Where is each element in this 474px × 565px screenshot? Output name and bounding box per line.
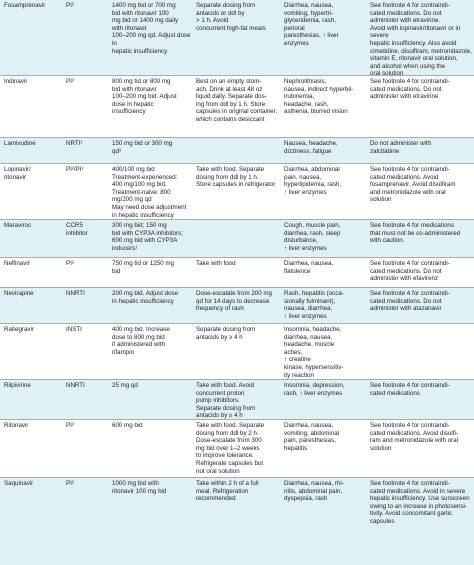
- food-admin-cell: Take with food. Avoid concurrent proton pump inhibitors. Separate dosing from antacids by ≥ 4 h: [196, 382, 256, 420]
- adverse-effects-cell: Insomnia, headache, diarrhea, nausea, headache, muscle aches, ↑ creatine kinase, hypersensitiv- ity reaction: [284, 326, 344, 379]
- drug-class-cell: NRTI¹: [66, 140, 83, 147]
- drug-name-cell: Lamivudine: [4, 140, 36, 147]
- dosage-cell: 800 mg tid or 800 mg bid with ritonavir 100–200 mg bid. Adjust dose in hepatic insufficiency: [112, 78, 177, 116]
- adverse-effects-cell: Nephrolithiasis, nausea, indirect hyperbil- irubinemia, headache, rash, asthenia, blurred vision: [284, 78, 354, 116]
- dosage-cell: 600 mg bid: [112, 422, 143, 429]
- food-admin-cell: Separate dosing from antacids or ddl by > 1 h. Avoid concurrent high-fat meals: [196, 2, 266, 32]
- drug-name-cell: Nevirapine: [4, 290, 34, 297]
- adverse-effects-cell: Cough, muscle pain, diarrhea, rash, sleep disturbance, ↑ liver enzymes: [284, 222, 341, 252]
- table-row: [0, 420, 474, 478]
- drug-class-cell: INSTI: [66, 326, 82, 333]
- adverse-effects-cell: Diarrhea, nausea, rhi- nitis, abdominal pain, dyspepsia, rash: [284, 480, 344, 503]
- dosage-cell: 400/100 mg bid Treatment-experienced: 400 mg/100 mg bid. Treatment-naive: 800 mg/200 mg qd May need dose adjustment in hepatic insufficiency: [112, 166, 187, 219]
- food-admin-cell: Best on an empty stom- ach. Drink at least 48 oz liquid daily. Separate dos- ing from ddl by 1 h. Store capsules in original container, which contains desiccant: [196, 78, 278, 123]
- drug-class-cell: PI²: [66, 422, 74, 429]
- food-admin-cell: Take with food: [196, 260, 236, 267]
- dosage-cell: 200 mg bid. Adjust dose in hepatic insufficiency: [112, 290, 179, 305]
- dosage-cell: 150 mg bid or 300 mg qd³: [112, 140, 173, 155]
- drug-class-cell: PI²: [66, 480, 74, 487]
- adverse-effects-cell: Diarrhea, nausea, flatulence: [284, 260, 334, 275]
- food-admin-cell: Separate dosing from antacids by ≥ 4 h: [196, 326, 256, 341]
- dosage-cell: 750 mg tid or 1250 mg bid: [112, 260, 174, 275]
- adverse-effects-cell: Insomnia, depression, rash, ↑ liver enzymes: [284, 382, 345, 397]
- table-row: [0, 164, 474, 220]
- food-admin-cell: Take within 2 h of a full meal. Refrigeration recommended: [196, 480, 259, 503]
- drug-name-cell: Rilpivirine: [4, 382, 31, 389]
- adverse-effects-cell: Nausea, headache, dizziness, fatigue: [284, 140, 338, 155]
- drug-name-cell: Nelfinavir: [4, 260, 30, 267]
- dosage-cell: 25 mg qd: [112, 382, 138, 389]
- notes-cell: See footnote 4 for contraindi- cated medications. Do not administer with etravirine. Avoid with lopinavir/ritonavir or in severe hepatic insufficiency. Also avoid cimetidine, disulfiram, metronidazole, vitamin E, ritonavir oral solution, and alcohol when using the oral solution: [370, 2, 472, 78]
- notes-cell: See footnote 4 for medications that must not be co-administered with caution.: [370, 222, 461, 245]
- notes-cell: See footnote 4 for contraindi- cated medications. Do not administer with efavirenz: [370, 260, 450, 283]
- notes-cell: See footnote 4 for contraindi- cated medications. Do not administer with atazanavir: [370, 290, 450, 313]
- dosage-cell: 1400 mg bid or 700 mg bid with ritonavir 100 mg bid or 1400 mg daily with ritonavir 100–200 mg qd. Adjust dose in hepatic insufficiency: [112, 2, 191, 55]
- adverse-effects-cell: Diarrhea, abdominal pain, nausea, hyperlipidemia, rash, ↑ liver enzymes: [284, 166, 342, 196]
- notes-cell: See footnote 4 for contraindi- cated medications. Do not administer with etravirine: [370, 78, 450, 101]
- notes-cell: See footnote 4 for contraindi- cated medications. Avoid fosamprenavir. Avoid disulfiram and metronidazole with oral solution: [370, 166, 456, 204]
- drug-class-cell: NNRTI: [66, 382, 85, 389]
- food-admin-cell: Take with food. Separate dosing from ddl by 2 h. Dose-escalate from 300 mg bid over 1–2 weeks to improve tolerance. Refrigerate capsules but not oral solution: [196, 422, 265, 475]
- table-row: [0, 258, 474, 288]
- notes-cell: See footnote 4 for contraindi- cated medications. Avoid in severe hepatic insufficiency. Use sunscreen owing to an increase in photosensi- tivity. Avoid concomitant garlic capsules: [370, 480, 470, 525]
- drug-name-cell: Ritonavir: [4, 422, 29, 429]
- table-row: [0, 324, 474, 380]
- notes-cell: See footnote 4 for contraindi- cated medications: [370, 382, 450, 397]
- table-row: [0, 380, 474, 420]
- table-row: [0, 138, 474, 164]
- drug-class-cell: NNRTI: [66, 290, 85, 297]
- drug-class-cell: CCR5 inhibitor: [66, 222, 88, 237]
- dosage-cell: 400 mg bid. Increase dose to 800 mg bid if administered with rifampin: [112, 326, 170, 356]
- table-row: [0, 220, 474, 258]
- notes-cell: Do not administer with zalcitabine: [370, 140, 432, 155]
- drug-name-cell: Raltegravir: [4, 326, 34, 333]
- drug-name-cell: Lopinavir/ ritonavir: [4, 166, 31, 181]
- table-row: [0, 478, 474, 565]
- table-row: [0, 76, 474, 138]
- dosage-cell: 300 mg bid; 150 mg bid with CYP3A inhibitors; 600 mg bid with CYP3A inducers¹: [112, 222, 183, 252]
- food-admin-cell: Take with food. Separate dosing from ddl by 1 h. Store capsules in refrigerator: [196, 166, 276, 189]
- drug-name-cell: Fosamprenavir: [4, 2, 46, 9]
- dosage-cell: 1000 mg bid with ritonavir 100 mg bid: [112, 480, 167, 495]
- drug-class-cell: PI²: [66, 260, 74, 267]
- drug-class-cell: PI²/PI²: [66, 166, 84, 173]
- drug-class-cell: PI²: [66, 2, 74, 9]
- drug-class-cell: PI²: [66, 78, 74, 85]
- notes-cell: See footnote 4 for contraindi- cated medications. Avoid disulfi- ram and metronidazole with oral solution: [370, 422, 459, 452]
- adverse-effects-cell: Rash, hepatitis (occa- sionally fulminant), nausea, diarrhea, ↑ liver enzymes: [284, 290, 344, 320]
- food-admin-cell: Dose-escalate from 200 mg qd for 14 days to decrease frequency of rash: [196, 290, 273, 313]
- table-row: [0, 288, 474, 324]
- drug-name-cell: Maraviroc: [4, 222, 32, 229]
- table-row: [0, 0, 474, 76]
- adverse-effects-cell: Diarrhea, nausea, vomiting, abdominal pain, paresthesias, hepatitis: [284, 422, 340, 452]
- drug-name-cell: Saquinavir: [4, 480, 34, 487]
- drug-name-cell: Indinavir: [4, 78, 28, 85]
- adverse-effects-cell: Diarrhea, nausea, vomiting, hypertri- glyceridemia, rash, perioral paresthesias, ↑ liver enzymes: [284, 2, 339, 47]
